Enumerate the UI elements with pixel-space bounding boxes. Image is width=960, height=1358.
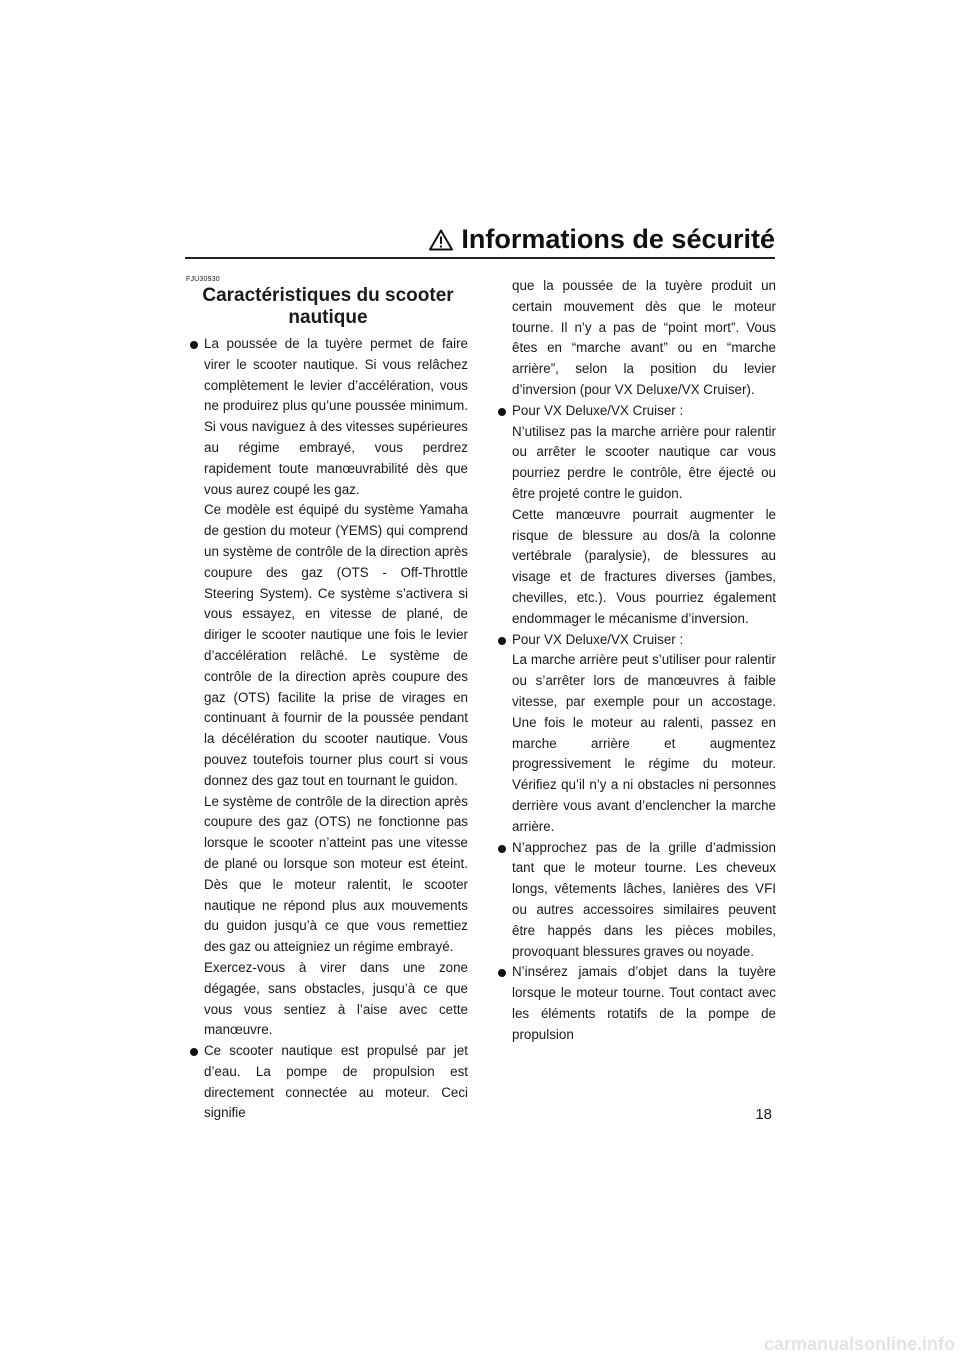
body-paragraph: Ce modèle est équipé du système Yamaha de gestion du moteur (YEMS) qui comprend un système de contrôle de la direction après coupure des gaz (OTS - Off-Throttle Steering System). Ce système s’activera si vous essayez, en vitesse de plané, de diriger le scooter nautique une fois le levier d’accélération relâché. Le système de contrôle de la direction après coupure des gaz (OTS) facilite la prise de virages en continuant à fournir de la poussée pendant la décélération du scooter nautique. Vous pouvez toutefois tourner plus court si vous donnez des gaz tout en tournant le guidon.: [204, 502, 468, 788]
page-header: [185, 222, 775, 259]
bullet-item: [496, 962, 776, 1045]
bullet-icon: [498, 969, 506, 977]
bullet-item: [496, 630, 776, 838]
bullet-icon: [190, 341, 198, 349]
body-paragraph: Pour VX Deluxe/VX Cruiser :: [512, 402, 684, 418]
body-paragraph: Exercez-vous à virer dans une zone dégagée, sans obstacles, jusqu’à ce que vous vous sentiez à l’aise avec cette manœuvre.: [204, 959, 468, 1038]
body-paragraph: Cette manœuvre pourrait augmenter le risque de blessure au dos/à la colonne vertébrale (paralysie), de blessures au visage et de fractures diverses (jambes, chevilles, etc.). Vous pourriez également endommager le mécanisme d’inversion.: [512, 506, 776, 626]
warning-triangle-icon: [429, 225, 453, 259]
section-code: FJU30930: [186, 276, 220, 283]
left-column: [188, 276, 468, 1124]
right-column: [496, 276, 776, 1045]
body-paragraph: Ce scooter nautique est propulsé par jet d’eau. La pompe de propulsion est directement connectée au moteur. Ceci signifie: [204, 1043, 468, 1121]
section-title: Caractéristiques du scooter nautique: [202, 285, 454, 328]
bullet-icon: [498, 408, 506, 416]
page-title: Informations de sécurité: [461, 224, 775, 254]
body-paragraph: Le système de contrôle de la direction après coupure des gaz (OTS) ne fonctionne pas lorsque le scooter n’atteint pas une vitesse de plané ou lorsque son moteur est éteint. Dès que le moteur ralentit, le scooter nautique ne répond plus aux mouvements du guidon jusqu’à ce que vous remettiez des gaz ou atteigniez un régime embrayé.: [204, 793, 468, 955]
body-paragraph: La poussée de la tuyère permet de faire virer le scooter nautique. Si vous relâchez complètement le levier d’accélération, vous ne produirez plus qu’une poussée minimum. Si vous naviguez à des vitesses supérieures au régime embrayé, vous perdrez rapidement toute manœuvrabilité dès que vous aurez coupé les gaz.: [204, 336, 468, 497]
bullet-item: [188, 1041, 468, 1124]
page-number: 18: [755, 1106, 772, 1123]
body-paragraph: La marche arrière peut s’utiliser pour ralentir ou s’arrêter lors de manœuvres à faible vitesse, par exemple pour un accostage. Une fois le moteur au ralenti, passez en marche arrière et augmentez progressivement le régime du moteur. Vérifiez qu’il n’y a ni obstacles ni personnes derrière vous avant d’enclencher la marche arrière.: [512, 652, 776, 834]
body-paragraph: N’insérez jamais d’objet dans la tuyère lorsque le moteur tourne. Tout contact avec les éléments rotatifs de la pompe de propulsion: [512, 964, 776, 1042]
header-rule: [185, 257, 775, 259]
bullet-icon: [190, 1048, 198, 1056]
bullet-item: [496, 838, 776, 963]
continued-paragraph: [496, 276, 776, 401]
watermark: carmanualsonline.info: [763, 1334, 955, 1354]
bullet-icon: [498, 845, 506, 853]
bullet-icon: [498, 637, 506, 645]
body-paragraph: que la poussée de la tuyère produit un certain mouvement dès que le moteur tourne. Il n’y a pas de “point mort”. Vous êtes en “marche avant” ou en “marche arrière”, selon la position du levier d’inversion (pour VX Deluxe/VX Cruiser).: [512, 278, 776, 397]
bullet-item: [496, 401, 776, 630]
body-paragraph: N’utilisez pas la marche arrière pour ralentir ou arrêter le scooter nautique car vous pourriez perdre le contrôle, être éjecté ou être projeté contre le guidon.: [512, 423, 776, 501]
bullet-item: [188, 334, 468, 1041]
body-paragraph: N’approchez pas de la grille d’admission tant que le moteur tourne. Les cheveux longs, vêtements lâches, lanières des VFI ou autres accessoires similaires peuvent être happés dans les pièces mobiles, provoquant blessures graves ou noyade.: [512, 839, 776, 959]
body-paragraph: Pour VX Deluxe/VX Cruiser :: [512, 631, 684, 647]
